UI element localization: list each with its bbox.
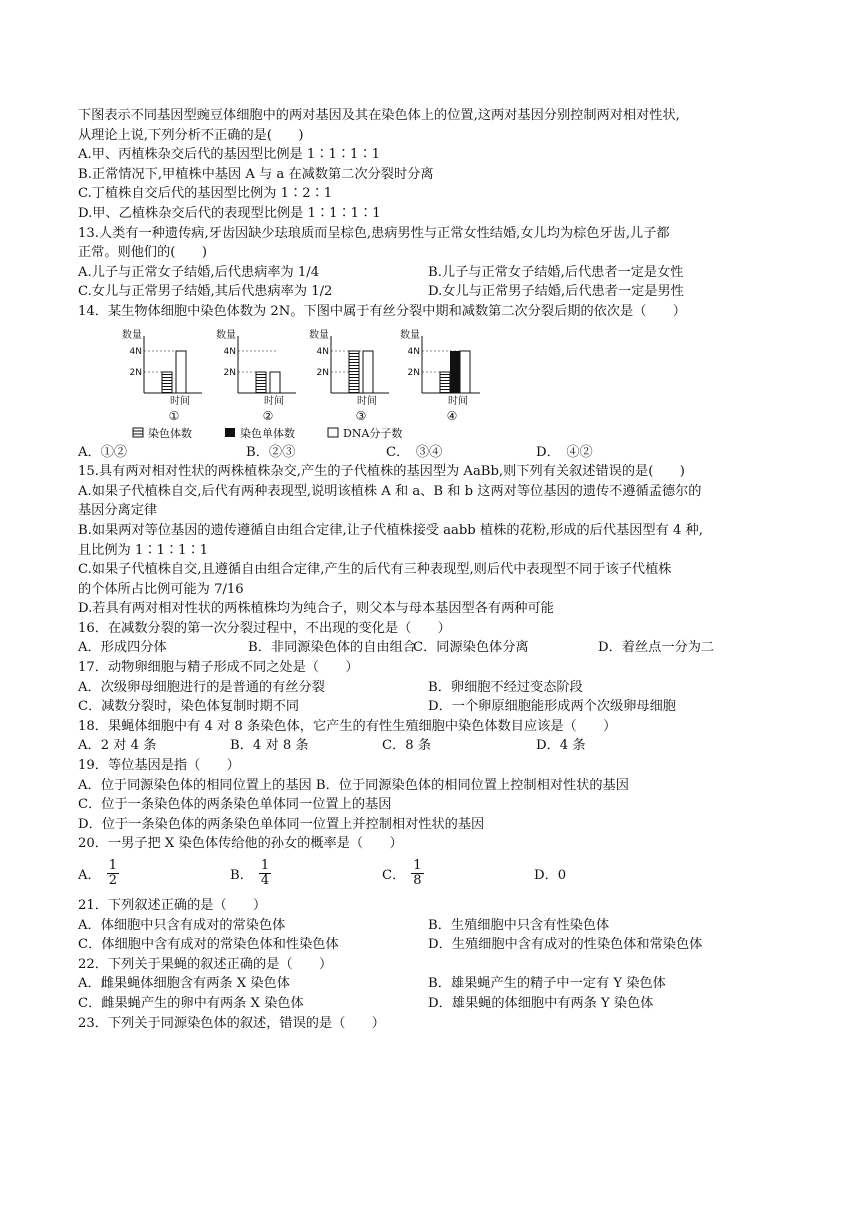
bar-chromosome (162, 372, 172, 393)
chart-panel-3 (309, 328, 389, 423)
q20-option-c-fraction (411, 859, 423, 888)
q15-option-b-line-2: 且比例为 1∶1∶1∶1 (78, 542, 209, 558)
q16-option-b: B．非同源染色体的自由组合 (248, 640, 416, 656)
q18-stem: 18．果蝇体细胞中有 4 对 8 条染色体，它产生的有性生殖细胞中染色体数目应该是（ ） (78, 718, 617, 734)
q21-option-d: D．生殖细胞中含有成对的性染色体和常染色体 (428, 937, 703, 953)
q13-option-d: D.女儿与正常男子结婚,后代患者一定是男性 (428, 284, 684, 300)
legend-chromosome-label: 染色体数 (148, 426, 192, 440)
q18-option-b: B．4 对 8 条 (230, 738, 309, 754)
bar-dna (363, 351, 373, 393)
bar-chromosome (349, 351, 359, 393)
q13-stem-line-2: 正常。则他们的( ) (78, 245, 207, 261)
q20-option-a-label: A． (78, 867, 101, 883)
q16-option-c: C．同源染色体分离 (413, 640, 529, 656)
q20-options (78, 854, 790, 892)
q13-option-a: A.儿子与正常女子结婚,后代患病率为 1/4 (78, 264, 320, 280)
q19-option-d: D．位于一条染色体的两条染色单体同一位置上并控制相对性状的基因 (78, 816, 485, 832)
q15-option-a-line-1: A.如果子代植株自交,后代有两种表现型,说明该植株 A 和 a、B 和 b 这两对等位基因的遗传不遵循孟德尔的 (78, 483, 702, 499)
q17-stem: 17．动物卵细胞与精子形成不同之处是（ ） (78, 660, 359, 676)
q14-option-c: C． ③④ (386, 444, 443, 460)
panel-label: ④ (446, 408, 458, 423)
q17-option-a: A．次级卵母细胞进行的是普通的有丝分裂 (78, 679, 325, 695)
q22-options-ab (78, 974, 790, 994)
q17-option-c: C．减数分裂时，染色体复制时期不同 (78, 699, 300, 715)
q12-option-c: C.丁植株自交后代的基因型比例为 1∶2∶1 (78, 186, 333, 202)
q15-option-b-line-1: B.如果两对等位基因的遗传遵循自由组合定律,让子代植株接受 aabb 植株的花粉,形成的后代基因型有 4 种, (78, 522, 703, 538)
q20-option-b-label: B． (230, 867, 253, 883)
q12-stem-line-1: 下图表示不同基因型豌豆体细胞中的两对基因及其在染色体上的位置,这两对基因分别控制两对相对性状, (78, 108, 680, 123)
chart-panel-4 (400, 328, 480, 423)
q20-option-a (78, 859, 230, 888)
ytick-4n: 4N (316, 346, 329, 357)
q20-option-a-fraction (107, 859, 119, 888)
bar-chromosome (256, 372, 266, 393)
q20-stem: 20．一男子把 X 染色体传给他的孙女的概率是（ ） (78, 836, 403, 852)
q14-options (78, 443, 790, 463)
q20-option-b (230, 859, 382, 888)
q13-stem-line-1: 13.人类有一种遗传病,牙齿因缺少珐琅质而呈棕色,患病男性与正常女性结婚,女儿均为棕色牙齿,儿子都 (78, 225, 670, 241)
ytick-4n: 4N (407, 346, 420, 357)
chart-ylabel: 数量 (216, 329, 236, 341)
chart-xlabel: 时间 (448, 395, 468, 407)
q14-option-b: B．②③ (246, 444, 296, 460)
chart-ylabel: 数量 (122, 329, 142, 341)
q22-option-d: D．雄果蝇的体细胞中有两条 Y 染色体 (428, 995, 654, 1011)
chart-xlabel: 时间 (170, 395, 190, 407)
q20-c-numerator: 1 (413, 857, 422, 873)
q14-option-d: D． ④② (536, 444, 593, 460)
chart-ylabel: 数量 (309, 329, 329, 341)
q20-option-b-fraction (259, 859, 271, 888)
q15-option-c-line-1: C.如果子代植株自交,且遵循自由组合定律,产生的后代有三种表现型,则后代中表现型不同于该子代植株 (78, 562, 672, 578)
q22-option-b: B．雄果蝇产生的精子中一定有 Y 染色体 (428, 976, 666, 992)
ytick-2n: 2N (316, 367, 329, 378)
legend-chromatid-label: 染色单体数 (240, 426, 295, 440)
ytick-2n: 2N (223, 367, 236, 378)
bar-dna (270, 372, 280, 393)
q16-option-a: A．形成四分体 (78, 640, 167, 656)
ytick-2n: 2N (129, 367, 142, 378)
q12-stem-line-2: 从理论上说,下列分析不正确的是( ) (78, 127, 304, 143)
q18-options (78, 736, 790, 756)
q15-option-a-line-2: 基因分离定律 (78, 503, 158, 519)
q20-option-c (382, 859, 534, 888)
q14-charts-svg (78, 328, 790, 423)
q21-option-a: A．体细胞中只含有成对的常染色体 (78, 917, 286, 933)
bar-chromosome (440, 372, 450, 393)
q20-a-denominator: 2 (108, 872, 117, 888)
q21-options-cd (78, 935, 790, 955)
q20-b-denominator: 4 (260, 872, 270, 888)
q20-b-numerator: 1 (260, 857, 270, 873)
q21-option-b: B．生殖细胞中只含有性染色体 (428, 917, 610, 933)
q16-options (78, 638, 790, 658)
question-page (78, 106, 790, 1033)
q18-option-c: C．8 条 (382, 738, 432, 754)
q14-bar-charts (78, 328, 790, 423)
ytick-4n: 4N (223, 346, 236, 357)
q12-option-b: B.正常情况下,甲植株中基因 A 与 a 在减数第二次分裂时分离 (78, 166, 434, 182)
q13-options-ab (78, 263, 790, 283)
q19-options-ab: A．位于同源染色体的相同位置上的基因 B．位于同源染色体的相同位置上控制相对性状的基因 (78, 777, 629, 793)
q22-option-a: A．雌果蝇体细胞含有两条 X 染色体 (78, 976, 290, 992)
panel-label: ① (168, 408, 180, 423)
q14-option-a: A．①② (78, 444, 128, 460)
chart-ylabel: 数量 (400, 329, 420, 341)
panel-label: ② (262, 408, 274, 423)
legend-dna-label: DNA分子数 (343, 426, 403, 440)
legend-chromatid-swatch (225, 428, 235, 437)
ytick-4n: 4N (129, 346, 142, 357)
q16-stem: 16．在减数分裂的第一次分裂过程中，不出现的变化是（ ） (78, 620, 451, 636)
q13-option-b: B.儿子与正常女子结婚,后代患者一定是女性 (428, 264, 684, 280)
q13-option-c: C.女儿与正常男子结婚,其后代患病率为 1/2 (78, 284, 333, 300)
q12-option-a: A.甲、丙植株杂交后代的基因型比例是 1∶1∶1∶1 (78, 147, 381, 163)
q22-stem: 22．下列关于果蝇的叙述正确的是（ ） (78, 956, 333, 972)
q20-option-c-label: C． (382, 867, 406, 883)
legend-chromosome-swatch (133, 428, 143, 437)
q20-option-d: D．0 (534, 867, 567, 883)
q20-a-numerator: 1 (108, 857, 117, 873)
q15-option-c-line-2: 的个体所占比例可能为 7/16 (78, 581, 244, 597)
chart-xlabel: 时间 (264, 395, 284, 407)
q23-stem: 23．下列关于同源染色体的叙述，错误的是（ ） (78, 1015, 385, 1031)
chart-panel-2 (216, 328, 296, 423)
q21-option-c: C．体细胞中含有成对的常染色体和性染色体 (78, 937, 339, 953)
q21-stem: 21．下列叙述正确的是（ ） (78, 898, 267, 913)
q15-stem: 15.具有两对相对性状的两株植株杂交,产生的子代植株的基因型为 AaBb,则下列有关叙述错误的是( ) (78, 464, 685, 480)
q17-option-b: B．卵细胞不经过变态阶段 (428, 679, 583, 695)
q19-option-c: C．位于一条染色体的两条染色单体同一位置上的基因 (78, 797, 392, 813)
q18-option-d: D．4 条 (536, 738, 586, 754)
q14-stem: 14．某生物体细胞中染色体数为 2N。下图中属于有丝分裂中期和减数第二次分裂后期的依次是（ ） (78, 303, 686, 319)
panel-label: ③ (355, 408, 367, 423)
q12-option-d: D.甲、乙植株杂交后代的表现型比例是 1∶1∶1∶1 (78, 205, 381, 221)
q17-options-ab (78, 678, 790, 698)
q19-stem: 19．等位基因是指（ ） (78, 758, 240, 774)
chart-xlabel: 时间 (357, 395, 377, 407)
q21-options-ab (78, 916, 790, 936)
bar-chromatid (450, 351, 460, 393)
q13-options-cd (78, 282, 790, 302)
q22-option-c: C．雌果蝇产生的卵中有两条 X 染色体 (78, 995, 304, 1011)
legend-dna-swatch (328, 428, 338, 437)
q15-option-d: D.若具有两对相对性状的两株植株均为纯合子，则父本与母本基因型各有两种可能 (78, 601, 554, 617)
q17-option-d: D．一个卵原细胞能形成两个次级卵母细胞 (428, 699, 676, 715)
q18-option-a: A．2 对 4 条 (78, 738, 157, 754)
ytick-2n: 2N (407, 367, 420, 378)
q14-legend (78, 423, 790, 443)
bar-dna (460, 351, 470, 393)
q16-option-d: D．着丝点一分为二 (598, 640, 715, 656)
q22-options-cd (78, 994, 790, 1014)
q20-c-denominator: 8 (413, 872, 422, 888)
q17-options-cd (78, 697, 790, 717)
chart-panel-1 (122, 328, 202, 423)
bar-dna (176, 351, 186, 393)
